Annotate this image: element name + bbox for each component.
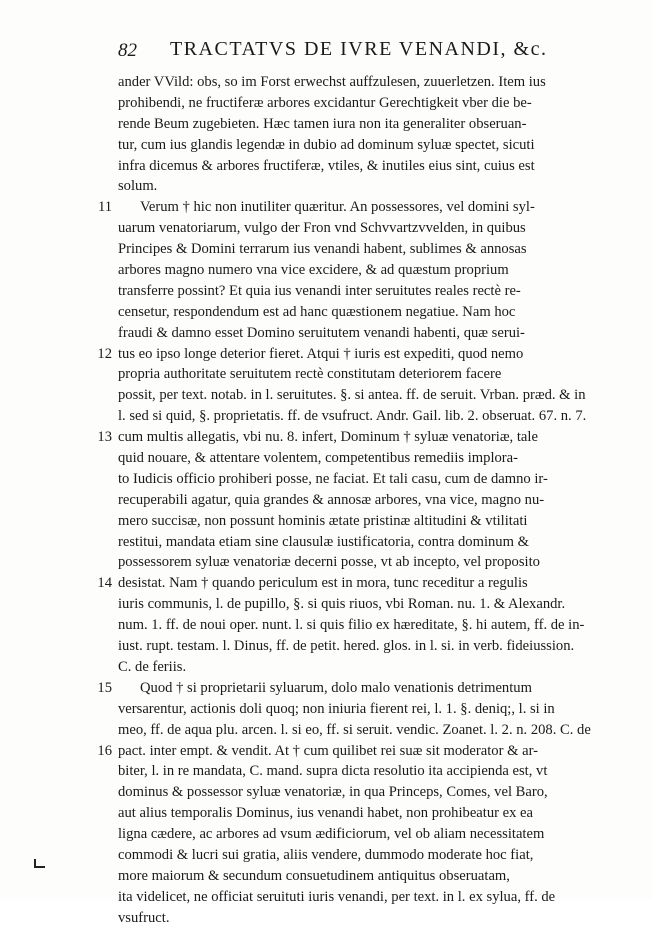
line-text: Verum † hic non inutiliter quæritur. An possessores, vel domini syl- <box>140 199 535 216</box>
line-text: dominus & possessor syluæ venatoriæ, in qua Princeps, Comes, vel Baro, <box>118 784 548 801</box>
line-text: C. de feriis. <box>118 658 187 675</box>
text-line <box>118 887 594 908</box>
text-line <box>118 615 594 636</box>
line-text: commodi & lucri sui gratia, aliis vendere, dummodo moderate hoc fiat, <box>118 846 534 863</box>
text-line <box>118 490 594 511</box>
text-line <box>118 364 594 385</box>
line-text: restitui, mandata etiam sine clausulæ iustificatoria, contra dominum & <box>118 533 529 550</box>
line-text: to Iudicis officio prohiberi posse, ne faciat. Et tali casu, cum de damno ir- <box>118 470 548 487</box>
text-line <box>118 511 594 532</box>
text-line <box>118 908 594 929</box>
text-line <box>118 845 594 866</box>
marginal-number: 12 <box>97 345 112 362</box>
line-text: Quod † si proprietarii syluarum, dolo malo venationis detrimentum <box>140 679 532 696</box>
running-title: TRACTATVS DE IVRE VENANDI, &c. <box>170 38 548 60</box>
corner-mark-icon <box>34 858 46 868</box>
text-line <box>97 741 594 762</box>
text-line <box>97 678 594 699</box>
marginal-number: 15 <box>97 679 112 696</box>
line-text: mero succisæ, non possunt hominis ætate pristinæ altitudini & vtilitati <box>118 512 528 529</box>
text-line <box>118 699 594 720</box>
text-line <box>118 824 594 845</box>
marginal-number: 16 <box>97 742 112 759</box>
text-line <box>118 866 594 887</box>
line-text: ander VVild: obs, so im Forst erwechst auffzulesen, zuuerletzen. Item ius <box>118 74 546 90</box>
text-line <box>118 406 594 427</box>
line-text: iuris communis, l. de pupillo, §. si quis riuos, vbi Roman. nu. 1. & Alexandr. <box>118 596 566 613</box>
text-line <box>118 761 594 782</box>
line-text: more maiorum & secundum consuetudinem antiquitus obseruatam, <box>118 867 510 884</box>
line-text: rende Beum zugebieten. Hæc tamen iura non ita generaliter obseruan- <box>118 115 527 132</box>
line-text: transferre possint? Et quia ius venandi inter seruitutes reales rectè re- <box>118 282 521 299</box>
line-text: desistat. Nam † quando periculum est in mora, tunc receditur a regulis <box>118 575 528 592</box>
text-line <box>118 93 594 114</box>
line-text: possessorem syluæ venatoriæ decerni posse, vt ab incepto, vel proposito <box>118 554 540 571</box>
text-line <box>118 302 594 323</box>
line-text: meo, ff. de aqua plu. arcen. l. si eo, ff. si seruit. vendic. Zoanet. l. 2. n. 208. C. de <box>118 721 591 738</box>
line-text: l. sed si quid, §. proprietatis. ff. de vsufruct. Andr. Gail. lib. 2. obseruat. 67. n. 7. <box>118 408 587 425</box>
line-text: quid nouare, & attentare volentem, competentibus remediis implora- <box>118 450 518 467</box>
line-text: uarum venatoriarum, vulgo der Fron vnd Schvvartzvvelden, in quibus <box>118 220 526 237</box>
text-line <box>97 344 594 365</box>
line-text: propria authoritate seruitutem rectè constitutam deteriorem facere <box>118 366 502 383</box>
text-line <box>118 385 594 406</box>
text-line <box>118 594 594 615</box>
marginal-number: 14 <box>97 575 112 592</box>
line-text: prohibendi, ne fructiferæ arbores excidantur Gerechtigkeit vber die be- <box>118 94 532 111</box>
line-text: tus eo ipso longe deterior fieret. Atqui † iuris est expediti, quod nemo <box>118 345 524 362</box>
text-line <box>118 782 594 803</box>
line-text: possit, per text. notab. in l. seruitutes. §. si antea. ff. de seruit. Vrban. præd. & in <box>118 387 586 404</box>
text-line <box>97 197 594 218</box>
body-text <box>97 72 594 929</box>
text-line <box>118 636 594 657</box>
line-text: tur, cum ius glandis legendæ in dubio ad dominum syluæ spectet, sicuti <box>118 136 535 153</box>
text-line <box>118 448 594 469</box>
text-line <box>118 156 594 177</box>
page-header <box>118 38 588 64</box>
text-line <box>118 176 594 197</box>
text-line <box>118 218 594 239</box>
line-text: aut alius temporalis Dominus, ius venandi habet, non prohibeatur ex ea <box>118 805 534 822</box>
text-line <box>118 281 594 302</box>
line-text: solum. <box>118 178 158 195</box>
line-text: vsufruct. <box>118 909 170 926</box>
text-line <box>118 469 594 490</box>
text-line <box>118 323 594 344</box>
text-line <box>118 260 594 281</box>
text-line <box>118 720 594 741</box>
line-text: fraudi & damno esset Domino seruitutem venandi habenti, quæ serui- <box>118 324 525 341</box>
line-text: ligna cædere, ac arbores ad vsum ædificiorum, vel ob aliam necessitatem <box>118 826 545 843</box>
text-line <box>118 552 594 573</box>
line-text: biter, l. in re mandata, C. mand. supra dicta resolutio ita accipienda est, vt <box>118 763 548 780</box>
text-line <box>118 114 594 135</box>
marginal-number: 13 <box>97 429 112 446</box>
line-text: censetur, respondendum est ad hanc quæstionem negatiue. Nam hoc <box>118 303 516 320</box>
line-text: infra dicemus & arbores fructiferæ, vtiles, & inutiles eius sint, cuius est <box>118 157 535 174</box>
text-line <box>118 657 594 678</box>
text-line <box>118 239 594 260</box>
line-text: cum multis allegatis, vbi nu. 8. infert, Dominum † syluæ venatoriæ, tale <box>118 429 538 446</box>
text-line <box>97 573 594 594</box>
line-text: pact. inter empt. & vendit. At † cum quilibet rei suæ sit moderator & ar- <box>118 742 538 759</box>
line-text: versarentur, actionis doli quoq; non iniuria fierent rei, l. 1. §. deniq;, l. si in <box>118 700 555 717</box>
line-text: iust. rupt. testam. l. Dinus, ff. de petit. hered. glos. in l. si. in verb. fideiussion. <box>118 638 575 655</box>
line-text: num. 1. ff. de noui oper. nunt. l. si quis filio ex hæreditate, §. hi autem, ff. de in- <box>118 617 585 634</box>
line-text: Principes & Domini terrarum ius venandi habent, sublimes & annosas <box>118 241 527 258</box>
text-line <box>118 803 594 824</box>
text-line <box>97 427 594 448</box>
text-line <box>118 532 594 553</box>
line-text: recuperabili agatur, quia grandes & annosæ arbores, vna vice, magno nu- <box>118 491 545 508</box>
line-text: arbores magno numero vna vice excidere, & ad quæstum proprium <box>118 262 509 279</box>
page-number: 82 <box>118 40 137 61</box>
line-text: ita videlicet, ne officiat seruituti iuris venandi, per text. in l. ex sylua, ff. de <box>118 888 556 905</box>
text-line <box>118 135 594 156</box>
text-line <box>118 72 594 93</box>
marginal-number: 11 <box>97 199 112 216</box>
